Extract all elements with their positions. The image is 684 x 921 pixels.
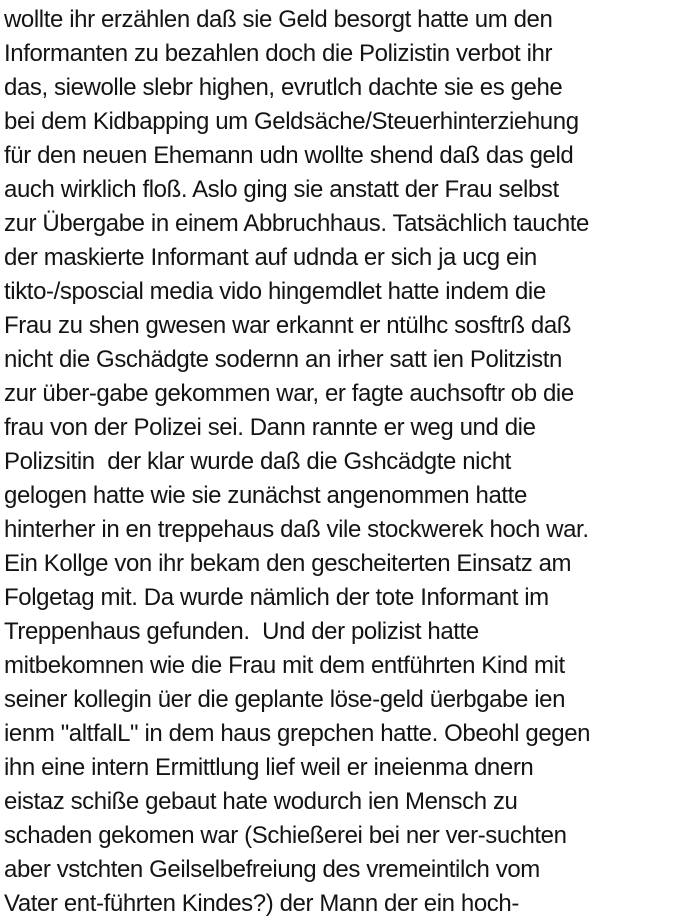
text-line: bei dem Kidbapping um Geldsäche/Steuerhinterziehung [4, 108, 579, 135]
text-line: der maskierte Informant auf udnda er sich ja ucg ein [4, 244, 537, 271]
text-line: Polizsitin der klar wurde daß die Gshcädgte nicht [4, 448, 511, 475]
text-line: mitbekomnen wie die Frau mit dem entführten Kind mit [4, 652, 565, 679]
text-line: das, siewolle slebr highen, evrutlch dachte sie es gehe [4, 74, 563, 101]
text-line: aber vstchten Geilselbefreiung des vremeintilch vom [4, 856, 540, 883]
text-line: schaden gekomen war (Schießerei bei ner ver-suchten [4, 822, 567, 849]
text-line: Frau zu shen gwesen war erkannt er ntülhc sosftrß daß [4, 312, 572, 339]
text-line: Ein Kollge von ihr bekam den gescheiterten Einsatz am [4, 550, 572, 577]
text-line: wollte ihr erzählen daß sie Geld besorgt hatte um den [4, 6, 553, 33]
text-line: eistaz schiße gebaut hate wodurch ien Mensch zu [4, 788, 518, 815]
text-line: gelogen hatte wie sie zunächst angenommen hatte [4, 482, 527, 509]
text-line: nicht die Gschädgte sodernn an irher satt ien Politzistn [4, 346, 562, 373]
text-line: tikto-/sposcial media vido hingemdlet hatte indem die [4, 278, 546, 305]
text-line: Vater ent-führten Kindes?) der Mann der ein hoch- [4, 890, 519, 917]
text-line: Folgetag mit. Da wurde nämlich der tote Informant im [4, 584, 549, 611]
text-line: auch wirklich floß. Aslo ging sie anstatt der Frau selbst [4, 176, 559, 203]
text-line: hinterher in en treppehaus daß vile stockwerek hoch war. [4, 516, 589, 543]
text-line: frau von der Polizei sei. Dann rannte er weg und die [4, 414, 536, 441]
text-line: Treppenhaus gefunden. Und der polizist hatte [4, 618, 479, 645]
text-line: zur Übergabe in einem Abbruchhaus. Tatsächlich tauchte [4, 210, 589, 237]
text-line: Informanten zu bezahlen doch die Polizistin verbot ihr [4, 40, 553, 67]
text-line: ienm "altfalL" in dem haus grepchen hatte. Obeohl gegen [4, 720, 591, 747]
text-line: ihn eine intern Ermittlung lief weil er ineienma dnern [4, 754, 534, 781]
text-line: seiner kollegin üer die geplante löse-geld üerbgabe ien [4, 686, 566, 713]
text-line: zur über-gabe gekommen war, er fagte auchsoftr ob die [4, 380, 574, 407]
text-body [4, 3, 684, 921]
text-line: für den neuen Ehemann udn wollte shend daß das geld [4, 142, 574, 169]
